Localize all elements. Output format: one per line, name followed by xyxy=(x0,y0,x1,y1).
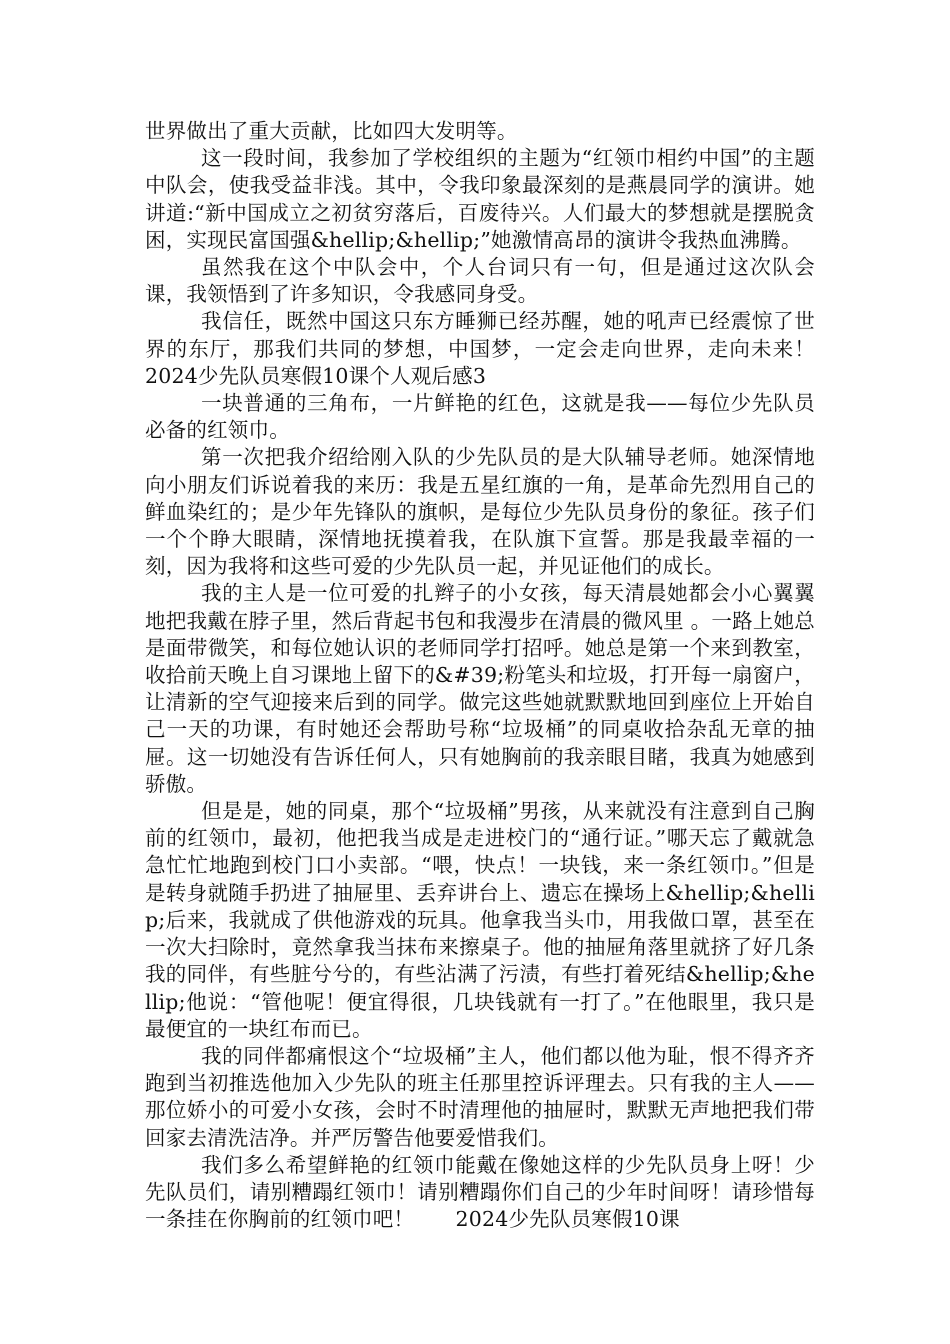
paragraph: 我信任，既然中国这只东方睡狮已经苏醒，她的吼声已经震惊了世界的东厅，那我们共同的梦想，中国梦，一定会走向世界，走向未来！ 2024少先队员寒假10课个人观后感3 xyxy=(145,309,857,388)
paragraph: 我的主人是一位可爱的扎辫子的小女孩，每天清晨她都会小心翼翼地把我戴在脖子里，然后背起书包和我漫步在清晨的微风里 。一路上她总是面带微笑，和每位她认识的老师同学打招呼。她总是第一个来到教室，收拾前天晚上自习课地上留下的&#39;粉笔头和垃圾，打开每一扇窗户，让清新的空气迎接来后到的同学。做完这些她就默默地回到座位上开始自己一天的功课，有时她还会帮助号称“垃圾桶”的同桌收拾杂乱无章的抽屉。这一切她没有告诉任何人，只有她胸前的我亲眼目睹，我真为她感到骄傲。 xyxy=(145,581,815,796)
paragraph: 一块普通的三角布，一片鲜艳的红色，这就是我——每位少先队员必备的红领巾。 xyxy=(145,391,815,443)
paragraph: 虽然我在这个中队会中，个人台词只有一句，但是通过这次队会课，我领悟到了许多知识，令我感同身受。 xyxy=(145,255,815,307)
paragraph: 这一段时间，我参加了学校组织的主题为“红领巾相约中国”的主题中队会，使我受益非浅。其中，令我印象最深刻的是燕晨同学的演讲。她讲道:“新中国成立之初贫穷落后，百废待兴。人们最大的梦想就是摆脱贪困，实现民富国强&hellip;&hellip;”她激情高昂的演讲令我热血沸腾。 xyxy=(145,146,815,252)
document-body xyxy=(145,118,857,1233)
paragraph: 我的同伴都痛恨这个“垃圾桶”主人，他们都以他为耻，恨不得齐齐跑到当初推选他加入少先队的班主任那里控诉评理去。只有我的主人——那位娇小的可爱小女孩，会时不时清理他的抽屉时，默默无声地把我们带回家去清洗洁净。并严厉警告他要爱惜我们。 xyxy=(145,1043,815,1150)
paragraph: 我们多么希望鲜艳的红领巾能戴在像她这样的少先队员身上呀！少先队员们，请别糟蹋红领巾！请别糟蹋你们自己的少年时间呀！请珍惜每一条挂在你胸前的红领巾吧！ 2024少先队员寒假10课 xyxy=(145,1152,815,1232)
paragraph: 第一次把我介绍给刚入队的少先队员的是大队辅导老师。她深情地向小朋友们诉说着我的来历：我是五星红旗的一角，是革命先烈用自己的鲜血染红的；是少年先锋队的旗帜，是每位少先队员身份的象征。孩子们一个个睁大眼睛，深情地抚摸着我，在队旗下宣誓。那是我最幸福的一刻，因为我将和这些可爱的少先队员一起，并见证他们的成长。 xyxy=(145,445,815,579)
paragraph: 但是是，她的同桌，那个“垃圾桶”男孩，从来就没有注意到自己胸前的红领巾，最初，他把我当成是走进校门的“通行证。”哪天忘了戴就急急忙忙地跑到校门口小卖部。“喂，快点！一块钱，来一条红领巾。”但是是转身就随手扔进了抽屉里、丢弃讲台上、遗忘在操场上&hellip;&hellip;后来，我就成了供他游戏的玩具。他拿我当头巾，用我做口罩，甚至在一次大扫除时，竟然拿我当抹布来擦桌子。他的抽屉角落里就挤了好几条我的同伴，有些脏兮兮的，有些沾满了污渍，有些打着死结&hellip;&hellip;他说：“管他呢！便宜得很，几块钱就有一打了。”在他眼里，我只是最便宜的一块红布而已。 xyxy=(145,799,815,1041)
paragraph: 世界做出了重大贡献，比如四大发明等。 xyxy=(145,119,518,143)
